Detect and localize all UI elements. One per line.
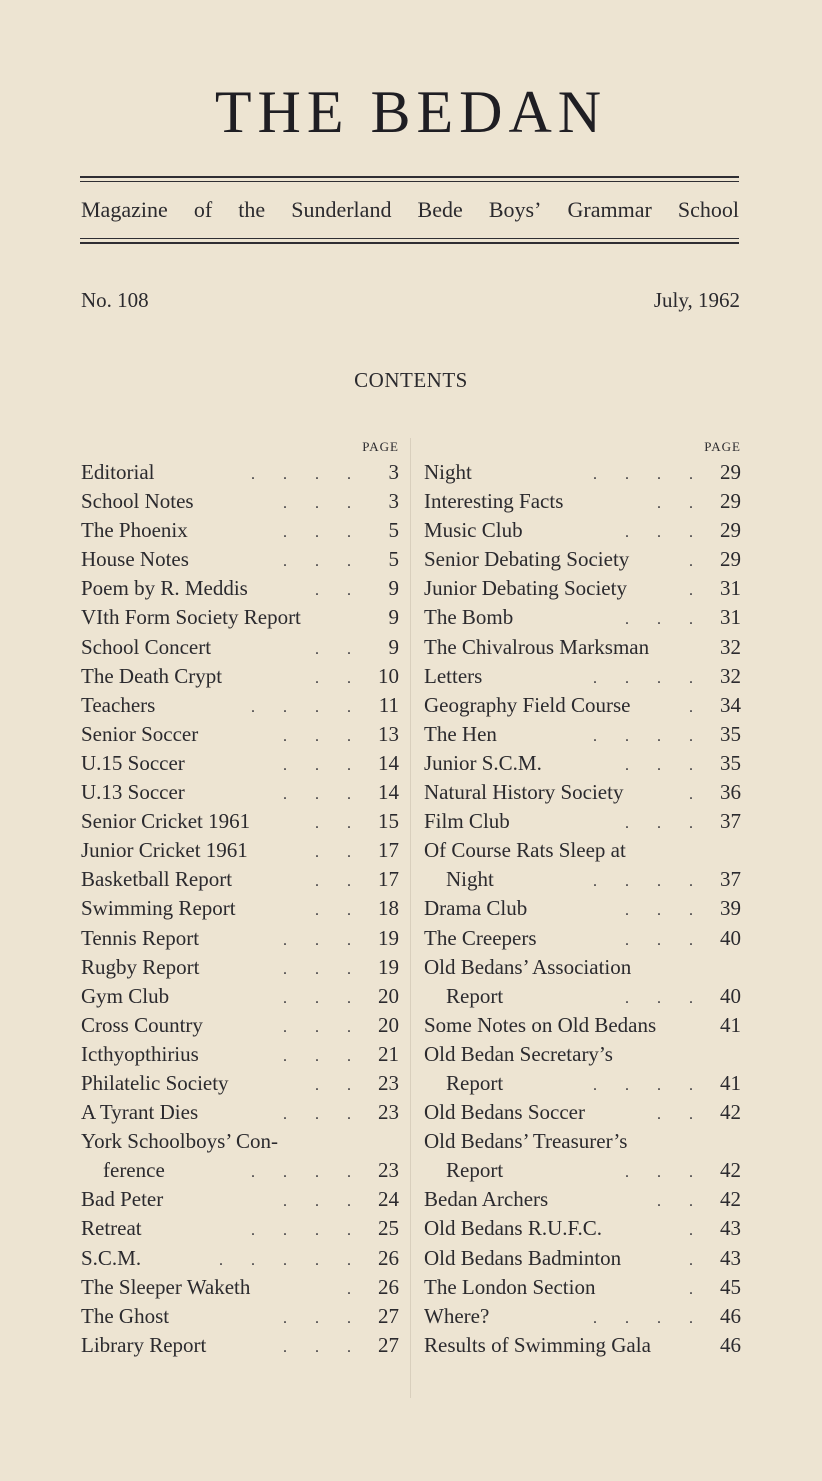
leader-dots: . [689,553,705,571]
leader-dots: . . . [283,1106,363,1124]
contents-entry [81,982,399,1011]
entry-title: U.15 Soccer [81,750,185,775]
leader-dots: . . [657,1193,705,1211]
entry-title: The Phoenix [81,518,188,543]
contents-entry [424,1040,741,1098]
entry-title: Senior Debating Society [424,547,630,572]
contents-entry [424,516,741,545]
contents-entry [81,603,399,632]
entry-page: 19 [378,925,399,950]
entry-page: 40 [720,925,741,950]
entry-page: 26 [378,1245,399,1270]
entry-title-continuation: Report [446,1158,504,1183]
entry-title: The Death Crypt [81,663,223,688]
entry-page: 35 [720,721,741,746]
contents-entry [424,1214,741,1243]
entry-page: 29 [720,547,741,572]
entry-page: 20 [378,983,399,1008]
contents-entry [424,1273,741,1302]
entry-page: 29 [720,489,741,514]
leader-dots: . . . . [593,1076,705,1094]
entry-title: Icthyopthirius [81,1041,199,1066]
entry-page: 26 [378,1274,399,1299]
leader-dots: . . . . [251,698,363,716]
leader-dots: . . . [283,553,363,571]
entry-title: The Chivalrous Marksman [424,634,650,659]
entry-title: Junior S.C.M. [424,750,542,775]
leader-dots: . . . [625,1164,705,1182]
leader-dots: . [689,786,705,804]
subtitle-word: the [238,197,266,222]
leader-dots: . . . [283,1018,363,1036]
contents-entry [424,1185,741,1214]
entry-title: School Concert [81,634,212,659]
entry-page: 18 [378,896,399,921]
contents-entry [81,516,399,545]
entry-title: Some Notes on Old Bedans [424,1012,657,1037]
leader-dots: . . [315,844,363,862]
leader-dots: . . . [625,524,705,542]
leader-dots: . [689,1222,705,1240]
leader-dots: . . [315,640,363,658]
entry-page: 36 [720,780,741,805]
entry-page: 41 [720,1070,741,1095]
entry-title: Old Bedans’ Treasurer’s [424,1129,628,1154]
contents-list-left [81,458,399,1360]
leader-dots: . . [657,495,705,513]
contents-entry [424,807,741,836]
entry-title: S.C.M. [81,1245,142,1270]
column-divider [410,438,411,1398]
entry-title: Editorial [81,460,155,484]
contents-entry [81,953,399,982]
contents-entry [81,1244,399,1273]
contents-entry [81,1185,399,1214]
entry-page: 15 [378,809,399,834]
contents-entry [424,545,741,574]
entry-page: 17 [378,867,399,892]
entry-page: 23 [378,1100,399,1125]
leader-dots: . . . [625,756,705,774]
entry-page: 9 [388,605,399,630]
entry-title: Junior Cricket 1961 [81,838,248,863]
entry-page: 34 [720,692,741,717]
leader-dots: . . . . [593,466,705,483]
contents-entry [81,836,399,865]
leader-dots: . . . . . [219,1251,363,1269]
leader-dots: . . . . [593,1309,705,1327]
contents-entry [81,749,399,778]
entry-title: Drama Club [424,896,528,921]
entry-title: Rugby Report [81,954,200,979]
entry-title: A Tyrant Dies [81,1100,199,1125]
leader-dots: . . . . [251,466,363,483]
leader-dots: . . . [625,902,705,920]
entry-title: House Notes [81,547,189,572]
leader-dots: . . . [283,727,363,745]
leader-dots: . [689,698,705,716]
subtitle-word: Bede [417,197,463,222]
entry-title: Old Bedans Badminton [424,1245,622,1270]
leader-dots: . . . [283,524,363,542]
entry-page: 29 [720,460,741,484]
entry-page: 37 [720,809,741,834]
entry-title: The Bomb [424,605,514,630]
magazine-subtitle [81,197,739,223]
entry-title: Library Report [81,1332,207,1357]
entry-page: 42 [720,1158,741,1183]
leader-dots: . [689,582,705,600]
contents-entry [424,778,741,807]
page-column-label: PAGE [362,439,399,454]
leader-dots: . . . [283,786,363,804]
entry-page: 5 [388,518,399,543]
entry-page: 46 [720,1303,741,1328]
contents-entry [424,1127,741,1185]
entry-title: Old Bedans R.U.F.C. [424,1216,602,1241]
leader-dots: . . [315,1076,363,1094]
entry-page: 31 [720,605,741,630]
contents-entry [424,487,741,516]
entry-title: The London Section [424,1274,596,1299]
contents-entry [81,633,399,662]
contents-entry [424,1098,741,1127]
leader-dots: . . . [625,989,705,1007]
leader-dots: . . . [283,1309,363,1327]
subtitle-word: School [677,197,739,222]
mid-rule-thick [80,242,739,244]
entry-title: Night [424,460,472,484]
entry-title: Old Bedan Secretary’s [424,1041,613,1066]
entry-page: 40 [720,983,741,1008]
entry-title-continuation: ference [103,1158,165,1183]
contents-entry [81,865,399,894]
contents-entry [81,691,399,720]
entry-title: York Schoolboys’ Con- [81,1129,278,1154]
leader-dots: . . . . [593,727,705,745]
issue-number: No. 108 [81,288,149,312]
contents-entry [424,603,741,632]
contents-entry [424,720,741,749]
entry-page: 29 [720,518,741,543]
entry-page: 27 [378,1332,399,1357]
leader-dots: . . . [283,1047,363,1065]
contents-entry [424,1331,741,1360]
entry-title: Poem by R. Meddis [81,576,248,601]
subtitle-word: Grammar [567,197,652,222]
entry-page: 11 [378,692,399,717]
entry-title: Geography Field Course [424,692,631,717]
entry-page: 14 [378,750,399,775]
contents-entry [424,1011,741,1040]
entry-title: VIth Form Society Report [81,605,301,630]
magazine-title: THE BEDAN [214,79,608,145]
entry-page: 31 [720,576,741,601]
contents-entry [81,545,399,574]
entry-page: 37 [720,867,741,892]
top-rule-thin [80,181,739,182]
top-rule-thick [80,176,739,178]
contents-entry [424,633,741,662]
leader-dots: . . . . [251,1164,363,1182]
entry-title: Teachers [81,692,156,717]
contents-entry [81,574,399,603]
entry-title: Old Bedans’ Association [424,954,632,979]
entry-title: The Sleeper Waketh [81,1274,251,1299]
entry-title: U.13 Soccer [81,780,185,805]
subtitle-word: of [193,197,213,222]
entry-title: Natural History Society [424,780,624,805]
contents-entry [424,574,741,603]
contents-entry [424,662,741,691]
entry-page: 39 [720,896,741,921]
entry-title: Senior Cricket 1961 [81,809,251,834]
entry-page: 43 [720,1216,741,1241]
entry-title: Philatelic Society [81,1070,229,1095]
entry-title: Basketball Report [81,867,233,892]
mid-rule-thin [80,238,739,239]
subtitle-word: Boys’ [488,197,542,222]
entry-page: 23 [378,1070,399,1095]
leader-dots: . [689,1280,705,1298]
contents-entry [81,778,399,807]
contents-column-left [81,436,399,1360]
leader-dots: . . . [283,1193,363,1211]
entry-title: Music Club [424,518,523,543]
entry-page: 3 [388,460,399,484]
leader-dots: . . . [625,611,705,629]
leader-dots: . . . . [593,669,705,687]
leader-dots: . . . [625,815,705,833]
contents-entry [81,1302,399,1331]
entry-title: Of Course Rats Sleep at [424,838,626,863]
contents-entry [424,836,741,894]
entry-page: 45 [720,1274,741,1299]
contents-entry [81,807,399,836]
leader-dots: . . . [283,495,363,513]
entry-page: 27 [378,1303,399,1328]
entry-title: Tennis Report [81,925,200,950]
issue-date: July, 1962 [653,288,740,312]
contents-heading: CONTENTS [354,368,468,392]
entry-page: 32 [720,634,741,659]
leader-dots: . . [315,815,363,833]
entry-title: Letters [424,663,483,688]
contents-entry [81,1127,399,1185]
contents-entry [81,458,399,487]
entry-title: Film Club [424,809,510,834]
entry-title: Cross Country [81,1012,203,1037]
entry-title: Gym Club [81,983,170,1008]
entry-page: 35 [720,750,741,775]
contents-entry [81,924,399,953]
contents-entry [81,1273,399,1302]
entry-page: 25 [378,1216,399,1241]
entry-title: Senior Soccer [81,721,199,746]
leader-dots: . . . . [593,873,705,891]
entry-title: The Hen [424,721,497,746]
subtitle-word: Sunderland [291,197,392,222]
entry-title: Junior Debating Society [424,576,627,601]
entry-page: 24 [378,1187,399,1212]
contents-entry [424,894,741,923]
leader-dots: . . [315,582,363,600]
leader-dots: . . . [283,931,363,949]
leader-dots: . . [315,873,363,891]
entry-title: Where? [424,1303,490,1328]
issue-line [81,288,740,313]
entry-title: Bad Peter [81,1187,164,1212]
leader-dots: . . . [283,989,363,1007]
entry-title: Bedan Archers [424,1187,549,1212]
entry-page: 17 [378,838,399,863]
contents-entry [81,1040,399,1069]
entry-title-continuation: Night [446,867,494,892]
contents-entry [424,458,741,487]
contents-entry [81,1098,399,1127]
contents-column-right [424,436,741,1360]
entry-page: 14 [378,780,399,805]
contents-entry [81,1069,399,1098]
contents-entry [81,894,399,923]
contents-entry [81,1214,399,1243]
entry-page: 5 [388,547,399,572]
entry-page: 43 [720,1245,741,1270]
contents-entry [81,1331,399,1360]
contents-entry [424,749,741,778]
contents-entry [424,691,741,720]
leader-dots: . [347,1280,363,1298]
entry-page: 10 [378,663,399,688]
leader-dots: . . [657,1106,705,1124]
page-column-label: PAGE [704,439,741,454]
entry-title: School Notes [81,489,194,514]
contents-entry [424,924,741,953]
entry-page: 41 [720,1012,741,1037]
entry-page: 13 [378,721,399,746]
leader-dots: . . . [283,756,363,774]
contents-entry [424,953,741,1011]
entry-title: Old Bedans Soccer [424,1100,585,1125]
entry-page: 20 [378,1012,399,1037]
entry-title: Swimming Report [81,896,236,921]
entry-page: 23 [378,1158,399,1183]
contents-entry [424,1302,741,1331]
contents-entry [81,720,399,749]
leader-dots: . . . [283,1338,363,1356]
entry-title: The Creepers [424,925,537,950]
entry-page: 42 [720,1100,741,1125]
entry-page: 46 [720,1332,741,1357]
entry-title-continuation: Report [446,983,504,1008]
entry-title: The Ghost [81,1303,170,1328]
subtitle-word: Magazine [81,197,168,222]
leader-dots: . . . . [251,1222,363,1240]
leader-dots: . . [315,669,363,687]
contents-list-right [424,458,741,1360]
contents-entry [81,487,399,516]
leader-dots: . [689,1251,705,1269]
entry-page: 32 [720,663,741,688]
contents-entry [81,1011,399,1040]
contents-entry [81,662,399,691]
leader-dots: . . . [625,931,705,949]
entry-title: Retreat [81,1216,142,1241]
entry-page: 9 [388,576,399,601]
leader-dots: . . . [283,960,363,978]
entry-page: 3 [388,489,399,514]
entry-title: Interesting Facts [424,489,564,514]
entry-page: 19 [378,954,399,979]
leader-dots: . . [315,902,363,920]
entry-page: 21 [378,1041,399,1066]
entry-page: 9 [388,634,399,659]
entry-title-continuation: Report [446,1070,504,1095]
entry-title: Results of Swimming Gala [424,1332,651,1357]
contents-entry [424,1244,741,1273]
entry-page: 42 [720,1187,741,1212]
